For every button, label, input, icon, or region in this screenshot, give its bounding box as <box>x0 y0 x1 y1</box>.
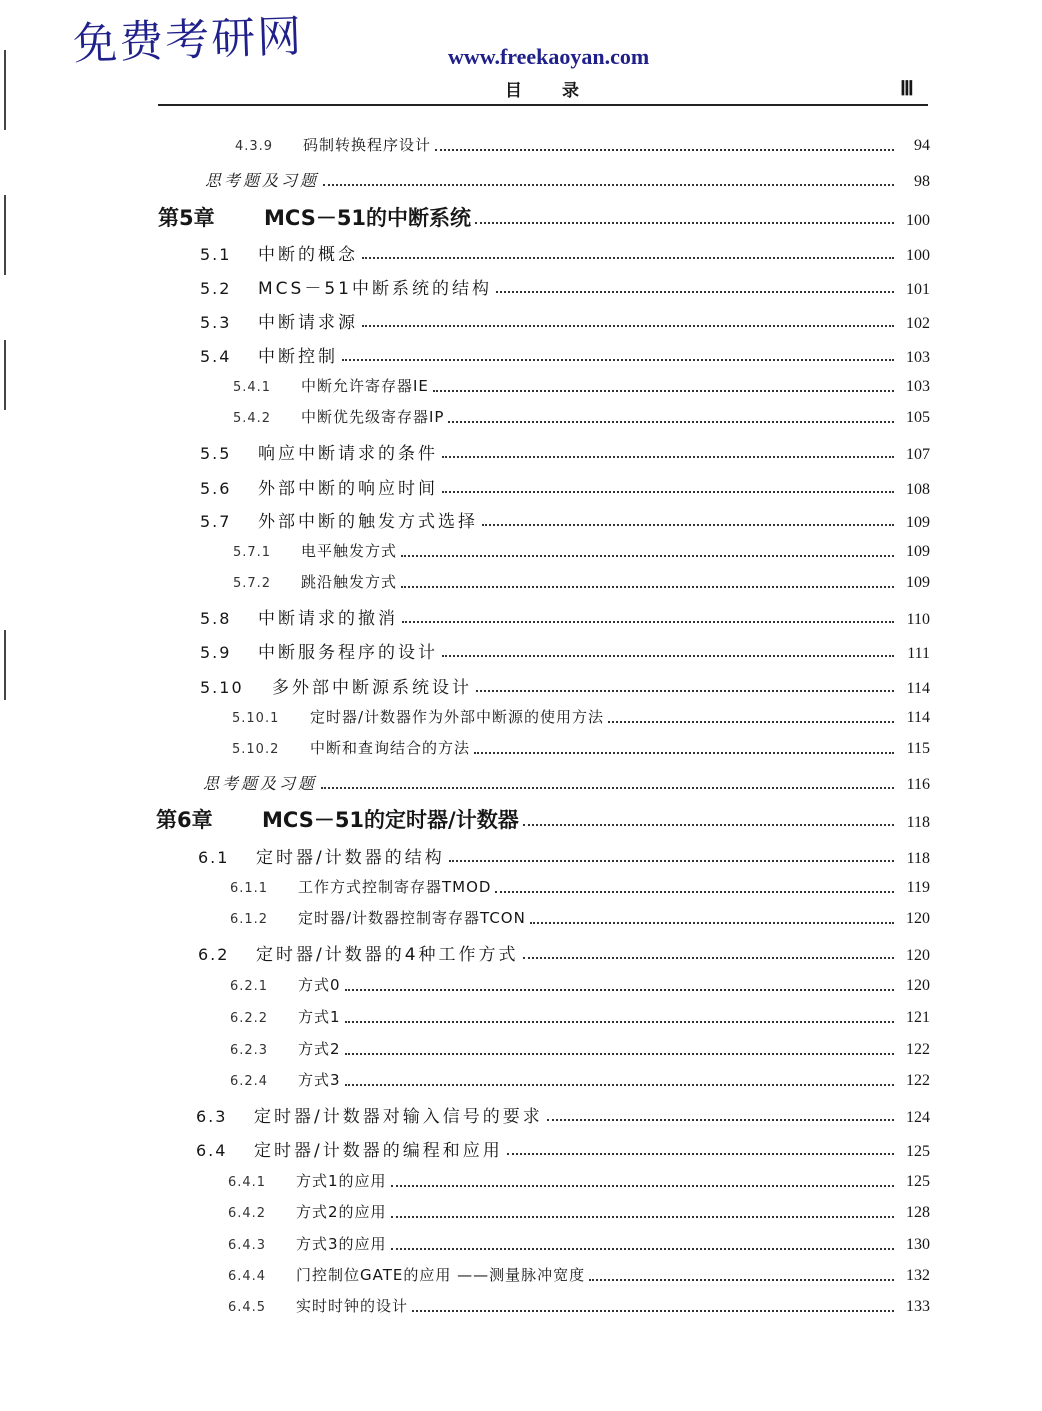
toc-entry[interactable] <box>228 1295 930 1316</box>
entry-page: 111 <box>907 645 930 662</box>
entry-number: 5.7.1 <box>233 545 272 560</box>
entry-number: 第5章 <box>158 206 215 230</box>
toc-entry[interactable] <box>232 737 930 758</box>
entry-number: 5.2 <box>200 279 232 298</box>
entry-page: 100 <box>906 247 930 264</box>
page-number: Ⅲ <box>900 78 914 100</box>
entry-number: 6.4.2 <box>228 1206 267 1221</box>
toc-entry-chapter[interactable] <box>158 202 930 232</box>
entry-number: 5.8 <box>200 609 232 628</box>
toc-entry[interactable] <box>232 706 930 727</box>
dot-leader <box>448 420 894 423</box>
dot-leader <box>401 554 894 557</box>
entry-page: 114 <box>906 709 930 726</box>
toc-entry[interactable] <box>228 1233 930 1254</box>
toc-entry[interactable] <box>196 1102 930 1127</box>
entry-number: 6.2.2 <box>230 1011 269 1026</box>
entry-page: 103 <box>906 378 930 395</box>
dot-leader <box>342 358 894 361</box>
dot-leader <box>475 221 894 224</box>
entry-number: 6.2.1 <box>230 979 269 994</box>
dot-leader <box>323 183 894 186</box>
entry-page: 122 <box>906 1072 930 1089</box>
entry-title: MCS－51的中断系统 <box>264 206 472 230</box>
entry-page: 101 <box>906 281 930 298</box>
toc-entry[interactable] <box>230 974 930 995</box>
entry-title: 方式0 <box>298 976 341 994</box>
entry-page: 94 <box>914 137 930 154</box>
toc-entry[interactable] <box>200 673 930 698</box>
entry-number: 6.2.4 <box>230 1074 269 1089</box>
entry-page: 102 <box>906 315 930 332</box>
toc-entry[interactable] <box>200 240 930 265</box>
dot-leader <box>345 1020 894 1023</box>
dot-leader <box>391 1184 894 1187</box>
entry-number: 第6章 <box>156 808 213 832</box>
site-url[interactable]: www.freekaoyan.com <box>448 44 650 69</box>
entry-title: 中断请求的撤消 <box>258 609 398 629</box>
entry-number: 5.10.2 <box>232 742 280 757</box>
toc-entry[interactable] <box>233 375 930 396</box>
entry-page: 109 <box>906 514 930 531</box>
entry-title: 方式3的应用 <box>296 1235 387 1253</box>
toc-entry[interactable] <box>233 571 930 592</box>
toc-entry[interactable] <box>235 134 930 155</box>
entry-title: 电平触发方式 <box>301 542 398 560</box>
entry-title: 跳沿触发方式 <box>301 573 398 591</box>
toc-entry[interactable] <box>230 876 930 897</box>
entry-number: 5.10.1 <box>232 711 280 726</box>
dot-leader <box>345 1052 894 1055</box>
toc-entry[interactable] <box>200 604 930 629</box>
entry-page: 125 <box>906 1173 930 1190</box>
entry-title: 门控制位GATE的应用 ——测量脉冲宽度 <box>296 1266 586 1284</box>
toc-entry[interactable] <box>203 771 930 794</box>
entry-number: 5.9 <box>200 643 232 662</box>
dot-leader <box>474 751 894 754</box>
dot-leader <box>442 455 894 458</box>
entry-title: 响应中断请求的条件 <box>258 444 438 464</box>
entry-title: 定时器/计数器的编程和应用 <box>254 1141 503 1161</box>
entry-title: 方式2 <box>298 1040 341 1058</box>
entry-page: 118 <box>906 850 930 867</box>
dot-leader <box>495 890 894 893</box>
entry-title: 实时时钟的设计 <box>296 1297 409 1315</box>
dot-leader <box>435 148 894 151</box>
dot-leader <box>523 956 894 959</box>
toc-entry[interactable] <box>228 1201 930 1222</box>
toc-entry[interactable] <box>200 507 930 532</box>
entry-title: 外部中断的响应时间 <box>258 479 438 499</box>
entry-title: 码制转换程序设计 <box>303 136 432 154</box>
dot-leader <box>362 256 894 259</box>
entry-page: 118 <box>906 814 930 831</box>
dot-leader <box>321 786 894 789</box>
toc-entry[interactable] <box>230 1006 930 1027</box>
entry-number: 5.6 <box>200 479 232 498</box>
toc-entry[interactable] <box>200 342 930 367</box>
entry-number: 6.1 <box>198 848 230 867</box>
entry-page: 108 <box>906 481 930 498</box>
toc-entry[interactable] <box>200 308 930 333</box>
dot-leader <box>412 1309 894 1312</box>
entry-title: MCS－51的定时器/计数器 <box>262 808 519 832</box>
dot-leader <box>442 490 894 493</box>
entry-page: 120 <box>906 947 930 964</box>
toc-entry[interactable] <box>230 1069 930 1090</box>
toc-entry[interactable] <box>233 406 930 427</box>
entry-page: 133 <box>906 1298 930 1315</box>
entry-title: 中断允许寄存器IE <box>301 377 429 395</box>
entry-number: 6.2 <box>198 945 230 964</box>
entry-page: 128 <box>906 1204 930 1221</box>
dot-leader <box>589 1278 894 1281</box>
entry-number: 6.1.2 <box>230 912 269 927</box>
entry-page: 107 <box>906 446 930 463</box>
entry-title: 中断和查询结合的方法 <box>310 739 471 757</box>
toc-entry[interactable] <box>205 168 930 191</box>
entry-page: 121 <box>906 1009 930 1026</box>
entry-number: 6.3 <box>196 1107 228 1126</box>
entry-page: 120 <box>906 910 930 927</box>
entry-title: 定时器/计数器作为外部中断源的使用方法 <box>310 708 605 726</box>
entry-title: 中断控制 <box>258 347 338 367</box>
entry-number: 6.2.3 <box>230 1043 269 1058</box>
entry-number: 6.4.4 <box>228 1269 267 1284</box>
toc-entry[interactable] <box>230 1038 930 1059</box>
entry-title: 定时器/计数器的结构 <box>256 848 445 868</box>
dot-leader <box>362 324 894 327</box>
entry-page: 130 <box>906 1236 930 1253</box>
entry-title: 方式1 <box>298 1008 341 1026</box>
entry-page: 115 <box>906 740 930 757</box>
toc-entry[interactable] <box>230 907 930 928</box>
entry-page: 105 <box>906 409 930 426</box>
dot-leader <box>402 620 894 623</box>
dot-leader <box>345 988 894 991</box>
dot-leader <box>401 585 894 588</box>
entry-page: 114 <box>906 680 930 697</box>
dot-leader <box>547 1118 894 1121</box>
entry-number: 5.4 <box>200 347 232 366</box>
toc-entry[interactable] <box>200 638 930 663</box>
toc-entry[interactable] <box>233 540 930 561</box>
entry-page: 98 <box>914 173 930 190</box>
entry-number: 4.3.9 <box>235 139 274 154</box>
dot-leader <box>507 1152 894 1155</box>
dot-leader <box>391 1247 894 1250</box>
entry-page: 119 <box>906 879 930 896</box>
entry-page: 103 <box>906 349 930 366</box>
entry-page: 100 <box>906 212 930 229</box>
entry-number: 6.4.3 <box>228 1238 267 1253</box>
toc-entry[interactable] <box>200 274 930 299</box>
entry-page: 125 <box>906 1143 930 1160</box>
entry-title: 方式3 <box>298 1071 341 1089</box>
entry-title: 方式2的应用 <box>296 1203 387 1221</box>
toc-entry[interactable] <box>228 1170 930 1191</box>
entry-page: 110 <box>906 611 930 628</box>
toc-entry[interactable] <box>200 474 930 499</box>
entry-number: 6.4 <box>196 1141 228 1160</box>
entry-page: 120 <box>906 977 930 994</box>
dot-leader <box>391 1215 894 1218</box>
toc-entry[interactable] <box>200 439 930 464</box>
dot-leader <box>496 290 894 293</box>
entry-page: 109 <box>906 543 930 560</box>
toc-entry[interactable] <box>198 843 930 868</box>
entry-title: MCS－51中断系统的结构 <box>258 279 492 299</box>
entry-number: 6.4.1 <box>228 1175 267 1190</box>
toc-entry-chapter[interactable] <box>156 804 930 834</box>
entry-number: 5.1 <box>200 245 232 264</box>
entry-title: 中断服务程序的设计 <box>258 643 438 663</box>
entry-number: 6.1.1 <box>230 881 269 896</box>
entry-title: 多外部中断源系统设计 <box>272 678 472 698</box>
dot-leader <box>476 689 894 692</box>
entry-title: 定时器/计数器的4种工作方式 <box>256 945 519 965</box>
toc-entry[interactable] <box>196 1136 930 1161</box>
entry-title: 工作方式控制寄存器TMOD <box>298 878 492 896</box>
entry-title: 中断的概念 <box>258 245 358 265</box>
entry-title: 定时器/计数器对输入信号的要求 <box>254 1107 543 1127</box>
entry-title: 思考题及习题 <box>205 171 320 190</box>
entry-title: 方式1的应用 <box>296 1172 387 1190</box>
toc-entry[interactable] <box>198 940 930 965</box>
dot-leader <box>608 720 894 723</box>
entry-page: 122 <box>906 1041 930 1058</box>
entry-number: 5.3 <box>200 313 232 332</box>
dot-leader <box>530 921 894 924</box>
dot-leader <box>442 654 894 657</box>
entry-title: 外部中断的触发方式选择 <box>258 512 478 532</box>
dot-leader <box>449 859 894 862</box>
dot-leader <box>482 523 894 526</box>
entry-number: 5.5 <box>200 444 232 463</box>
entry-title: 思考题及习题 <box>203 774 318 793</box>
dot-leader <box>345 1083 894 1086</box>
dot-leader <box>523 823 894 826</box>
entry-number: 5.4.1 <box>233 380 272 395</box>
dot-leader <box>433 389 894 392</box>
entry-number: 5.7 <box>200 512 232 531</box>
entry-number: 5.10 <box>200 678 244 697</box>
toc-entry[interactable] <box>228 1264 930 1285</box>
entry-number: 6.4.5 <box>228 1300 267 1315</box>
site-logo: 免费考研网 <box>72 10 305 70</box>
entry-title: 中断优先级寄存器IP <box>301 408 445 426</box>
entry-number: 5.7.2 <box>233 576 272 591</box>
entry-page: 109 <box>906 574 930 591</box>
entry-page: 132 <box>906 1267 930 1284</box>
entry-page: 116 <box>906 776 930 793</box>
entry-page: 124 <box>906 1109 930 1126</box>
entry-title: 中断请求源 <box>258 313 358 333</box>
entry-number: 5.4.2 <box>233 411 272 426</box>
running-head: 目录 <box>505 81 619 101</box>
entry-title: 定时器/计数器控制寄存器TCON <box>298 909 526 927</box>
